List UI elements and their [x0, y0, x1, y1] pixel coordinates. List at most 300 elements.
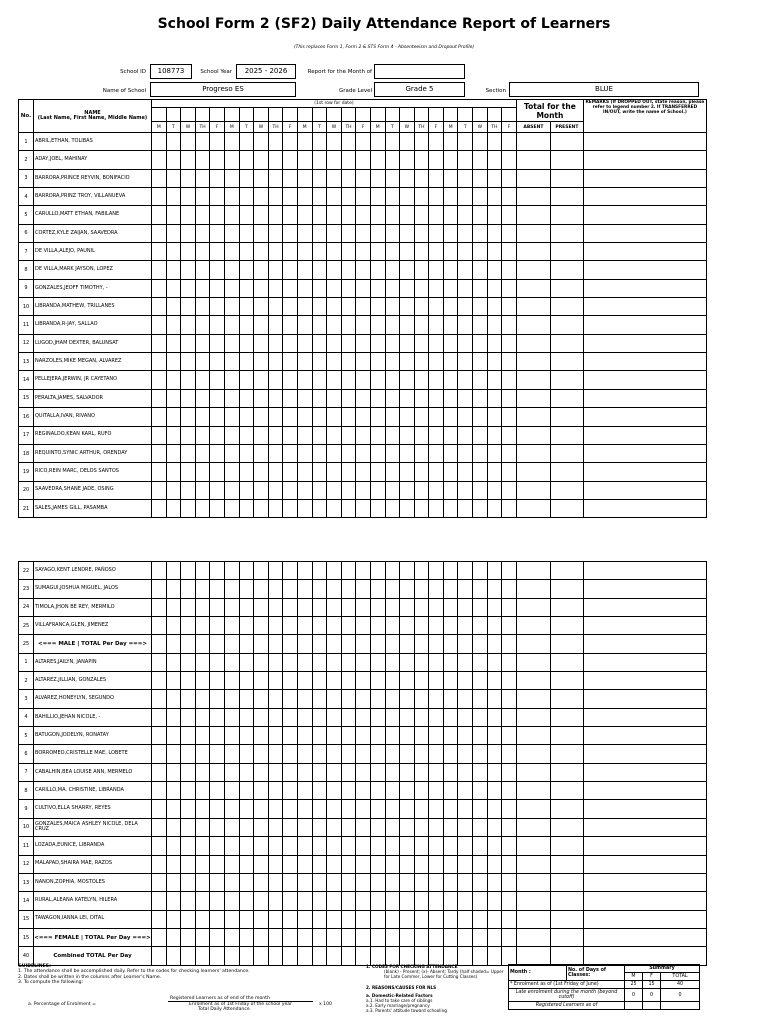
- attendance-cell[interactable]: [400, 206, 415, 224]
- attendance-cell[interactable]: [312, 444, 327, 462]
- attendance-cell[interactable]: [327, 837, 342, 855]
- attendance-cell[interactable]: [502, 653, 517, 671]
- attendance-cell[interactable]: [152, 279, 167, 297]
- attendance-cell[interactable]: [429, 316, 444, 334]
- attendance-cell[interactable]: [370, 298, 385, 316]
- attendance-cell[interactable]: [385, 873, 400, 891]
- attendance-cell[interactable]: [400, 782, 415, 800]
- attendance-cell[interactable]: [210, 910, 225, 928]
- attendance-cell[interactable]: [239, 408, 254, 426]
- attendance-cell[interactable]: [400, 580, 415, 598]
- attendance-cell[interactable]: [400, 617, 415, 635]
- attendance-cell[interactable]: [224, 426, 239, 444]
- attendance-cell[interactable]: [502, 261, 517, 279]
- remarks-cell[interactable]: [583, 499, 706, 517]
- remarks-cell[interactable]: [583, 371, 706, 389]
- absent-total-cell[interactable]: [516, 353, 550, 371]
- attendance-cell[interactable]: [181, 243, 196, 261]
- remarks-cell[interactable]: [583, 408, 706, 426]
- attendance-cell[interactable]: [341, 580, 356, 598]
- attendance-cell[interactable]: [370, 169, 385, 187]
- attendance-cell[interactable]: [370, 499, 385, 517]
- attendance-cell[interactable]: [268, 243, 283, 261]
- attendance-cell[interactable]: [473, 444, 488, 462]
- attendance-cell[interactable]: [400, 463, 415, 481]
- present-total-cell[interactable]: [550, 188, 583, 206]
- attendance-cell[interactable]: [341, 224, 356, 242]
- attendance-cell[interactable]: [429, 243, 444, 261]
- present-total-cell[interactable]: [550, 334, 583, 352]
- attendance-cell[interactable]: [429, 408, 444, 426]
- attendance-cell[interactable]: [429, 855, 444, 873]
- attendance-cell[interactable]: [224, 243, 239, 261]
- attendance-cell[interactable]: [239, 928, 254, 946]
- attendance-cell[interactable]: [341, 708, 356, 726]
- attendance-cell[interactable]: [341, 598, 356, 616]
- present-total-cell[interactable]: [550, 928, 583, 946]
- attendance-cell[interactable]: [458, 169, 473, 187]
- attendance-cell[interactable]: [297, 169, 312, 187]
- attendance-cell[interactable]: [414, 463, 429, 481]
- attendance-cell[interactable]: [210, 151, 225, 169]
- attendance-cell[interactable]: [458, 928, 473, 946]
- attendance-cell[interactable]: [487, 947, 502, 965]
- attendance-cell[interactable]: [473, 426, 488, 444]
- attendance-cell[interactable]: [254, 463, 269, 481]
- attendance-cell[interactable]: [224, 151, 239, 169]
- attendance-cell[interactable]: [458, 353, 473, 371]
- attendance-cell[interactable]: [473, 690, 488, 708]
- attendance-cell[interactable]: [239, 910, 254, 928]
- attendance-cell[interactable]: [268, 206, 283, 224]
- attendance-cell[interactable]: [297, 928, 312, 946]
- date-cell[interactable]: [297, 108, 312, 122]
- attendance-cell[interactable]: [400, 653, 415, 671]
- attendance-cell[interactable]: [181, 653, 196, 671]
- date-cell[interactable]: [400, 108, 415, 122]
- attendance-cell[interactable]: [297, 408, 312, 426]
- attendance-cell[interactable]: [400, 243, 415, 261]
- attendance-cell[interactable]: [370, 481, 385, 499]
- attendance-cell[interactable]: [166, 243, 181, 261]
- attendance-cell[interactable]: [356, 635, 371, 653]
- attendance-cell[interactable]: [239, 463, 254, 481]
- attendance-cell[interactable]: [152, 499, 167, 517]
- attendance-cell[interactable]: [429, 562, 444, 580]
- attendance-cell[interactable]: [414, 444, 429, 462]
- attendance-cell[interactable]: [458, 745, 473, 763]
- attendance-cell[interactable]: [473, 763, 488, 781]
- attendance-cell[interactable]: [210, 389, 225, 407]
- attendance-cell[interactable]: [370, 261, 385, 279]
- attendance-cell[interactable]: [239, 206, 254, 224]
- attendance-cell[interactable]: [297, 910, 312, 928]
- attendance-cell[interactable]: [239, 763, 254, 781]
- attendance-cell[interactable]: [152, 928, 167, 946]
- absent-total-cell[interactable]: [516, 371, 550, 389]
- attendance-cell[interactable]: [254, 444, 269, 462]
- attendance-cell[interactable]: [224, 298, 239, 316]
- remarks-cell[interactable]: [583, 169, 706, 187]
- attendance-cell[interactable]: [327, 855, 342, 873]
- attendance-cell[interactable]: [341, 745, 356, 763]
- attendance-cell[interactable]: [239, 635, 254, 653]
- attendance-cell[interactable]: [239, 617, 254, 635]
- present-total-cell[interactable]: [550, 224, 583, 242]
- attendance-cell[interactable]: [254, 389, 269, 407]
- attendance-cell[interactable]: [152, 298, 167, 316]
- attendance-cell[interactable]: [181, 910, 196, 928]
- attendance-cell[interactable]: [224, 206, 239, 224]
- attendance-cell[interactable]: [195, 745, 210, 763]
- attendance-cell[interactable]: [312, 389, 327, 407]
- attendance-cell[interactable]: [429, 261, 444, 279]
- attendance-cell[interactable]: [166, 224, 181, 242]
- attendance-cell[interactable]: [473, 837, 488, 855]
- attendance-cell[interactable]: [385, 206, 400, 224]
- remarks-cell[interactable]: [583, 463, 706, 481]
- absent-total-cell[interactable]: [516, 727, 550, 745]
- attendance-cell[interactable]: [210, 316, 225, 334]
- attendance-cell[interactable]: [400, 371, 415, 389]
- attendance-cell[interactable]: [443, 298, 458, 316]
- attendance-cell[interactable]: [487, 243, 502, 261]
- attendance-cell[interactable]: [341, 353, 356, 371]
- attendance-cell[interactable]: [327, 243, 342, 261]
- attendance-cell[interactable]: [181, 892, 196, 910]
- attendance-cell[interactable]: [502, 910, 517, 928]
- attendance-cell[interactable]: [370, 206, 385, 224]
- attendance-cell[interactable]: [502, 389, 517, 407]
- attendance-cell[interactable]: [239, 316, 254, 334]
- attendance-cell[interactable]: [356, 224, 371, 242]
- attendance-cell[interactable]: [283, 800, 298, 818]
- attendance-cell[interactable]: [312, 562, 327, 580]
- attendance-cell[interactable]: [414, 481, 429, 499]
- attendance-cell[interactable]: [341, 947, 356, 965]
- attendance-cell[interactable]: [224, 782, 239, 800]
- attendance-cell[interactable]: [327, 499, 342, 517]
- attendance-cell[interactable]: [312, 855, 327, 873]
- attendance-cell[interactable]: [239, 444, 254, 462]
- attendance-cell[interactable]: [312, 635, 327, 653]
- attendance-cell[interactable]: [181, 426, 196, 444]
- attendance-cell[interactable]: [268, 279, 283, 297]
- attendance-cell[interactable]: [297, 873, 312, 891]
- attendance-cell[interactable]: [297, 763, 312, 781]
- absent-total-cell[interactable]: [516, 188, 550, 206]
- attendance-cell[interactable]: [152, 389, 167, 407]
- attendance-cell[interactable]: [370, 928, 385, 946]
- absent-total-cell[interactable]: [516, 928, 550, 946]
- attendance-cell[interactable]: [224, 653, 239, 671]
- attendance-cell[interactable]: [312, 672, 327, 690]
- attendance-cell[interactable]: [502, 481, 517, 499]
- attendance-cell[interactable]: [181, 169, 196, 187]
- attendance-cell[interactable]: [356, 279, 371, 297]
- attendance-cell[interactable]: [414, 133, 429, 151]
- attendance-cell[interactable]: [400, 873, 415, 891]
- attendance-cell[interactable]: [297, 206, 312, 224]
- attendance-cell[interactable]: [297, 151, 312, 169]
- attendance-cell[interactable]: [297, 481, 312, 499]
- attendance-cell[interactable]: [370, 892, 385, 910]
- absent-total-cell[interactable]: [516, 206, 550, 224]
- attendance-cell[interactable]: [254, 206, 269, 224]
- attendance-cell[interactable]: [458, 243, 473, 261]
- attendance-cell[interactable]: [429, 279, 444, 297]
- attendance-cell[interactable]: [356, 672, 371, 690]
- attendance-cell[interactable]: [341, 873, 356, 891]
- absent-total-cell[interactable]: [516, 800, 550, 818]
- attendance-cell[interactable]: [195, 169, 210, 187]
- present-total-cell[interactable]: [550, 408, 583, 426]
- attendance-cell[interactable]: [166, 562, 181, 580]
- attendance-cell[interactable]: [166, 672, 181, 690]
- attendance-cell[interactable]: [443, 910, 458, 928]
- attendance-cell[interactable]: [400, 928, 415, 946]
- attendance-cell[interactable]: [268, 499, 283, 517]
- attendance-cell[interactable]: [327, 708, 342, 726]
- attendance-cell[interactable]: [429, 892, 444, 910]
- present-total-cell[interactable]: [550, 481, 583, 499]
- remarks-cell[interactable]: [583, 243, 706, 261]
- attendance-cell[interactable]: [195, 892, 210, 910]
- attendance-cell[interactable]: [152, 873, 167, 891]
- attendance-cell[interactable]: [283, 910, 298, 928]
- attendance-cell[interactable]: [385, 261, 400, 279]
- attendance-cell[interactable]: [429, 837, 444, 855]
- attendance-cell[interactable]: [356, 910, 371, 928]
- attendance-cell[interactable]: [210, 672, 225, 690]
- absent-total-cell[interactable]: [516, 463, 550, 481]
- attendance-cell[interactable]: [341, 499, 356, 517]
- attendance-cell[interactable]: [195, 426, 210, 444]
- attendance-cell[interactable]: [283, 389, 298, 407]
- attendance-cell[interactable]: [254, 334, 269, 352]
- attendance-cell[interactable]: [181, 298, 196, 316]
- attendance-cell[interactable]: [224, 444, 239, 462]
- attendance-cell[interactable]: [473, 635, 488, 653]
- attendance-cell[interactable]: [181, 389, 196, 407]
- attendance-cell[interactable]: [370, 782, 385, 800]
- attendance-cell[interactable]: [254, 426, 269, 444]
- attendance-cell[interactable]: [268, 408, 283, 426]
- attendance-cell[interactable]: [152, 206, 167, 224]
- date-cell[interactable]: [224, 108, 239, 122]
- attendance-cell[interactable]: [487, 800, 502, 818]
- attendance-cell[interactable]: [370, 690, 385, 708]
- attendance-cell[interactable]: [152, 763, 167, 781]
- attendance-cell[interactable]: [385, 782, 400, 800]
- attendance-cell[interactable]: [297, 224, 312, 242]
- attendance-cell[interactable]: [224, 873, 239, 891]
- attendance-cell[interactable]: [224, 763, 239, 781]
- attendance-cell[interactable]: [254, 371, 269, 389]
- attendance-cell[interactable]: [181, 408, 196, 426]
- attendance-cell[interactable]: [254, 855, 269, 873]
- attendance-cell[interactable]: [502, 188, 517, 206]
- attendance-cell[interactable]: [181, 371, 196, 389]
- attendance-cell[interactable]: [239, 298, 254, 316]
- attendance-cell[interactable]: [473, 481, 488, 499]
- attendance-cell[interactable]: [487, 892, 502, 910]
- attendance-cell[interactable]: [414, 279, 429, 297]
- attendance-cell[interactable]: [268, 444, 283, 462]
- attendance-cell[interactable]: [224, 947, 239, 965]
- attendance-cell[interactable]: [443, 763, 458, 781]
- absent-total-cell[interactable]: [516, 334, 550, 352]
- attendance-cell[interactable]: [254, 169, 269, 187]
- attendance-cell[interactable]: [400, 892, 415, 910]
- attendance-cell[interactable]: [224, 745, 239, 763]
- attendance-cell[interactable]: [283, 947, 298, 965]
- attendance-cell[interactable]: [268, 298, 283, 316]
- attendance-cell[interactable]: [370, 133, 385, 151]
- attendance-cell[interactable]: [297, 463, 312, 481]
- remarks-cell[interactable]: [583, 672, 706, 690]
- attendance-cell[interactable]: [152, 855, 167, 873]
- remarks-cell[interactable]: [583, 261, 706, 279]
- attendance-cell[interactable]: [414, 653, 429, 671]
- attendance-cell[interactable]: [458, 279, 473, 297]
- attendance-cell[interactable]: [473, 745, 488, 763]
- attendance-cell[interactable]: [166, 334, 181, 352]
- attendance-cell[interactable]: [487, 499, 502, 517]
- attendance-cell[interactable]: [239, 873, 254, 891]
- attendance-cell[interactable]: [239, 243, 254, 261]
- attendance-cell[interactable]: [166, 727, 181, 745]
- attendance-cell[interactable]: [502, 499, 517, 517]
- attendance-cell[interactable]: [414, 261, 429, 279]
- attendance-cell[interactable]: [181, 947, 196, 965]
- attendance-cell[interactable]: [400, 855, 415, 873]
- attendance-cell[interactable]: [487, 481, 502, 499]
- attendance-cell[interactable]: [283, 653, 298, 671]
- attendance-cell[interactable]: [458, 444, 473, 462]
- attendance-cell[interactable]: [152, 947, 167, 965]
- attendance-cell[interactable]: [268, 151, 283, 169]
- attendance-cell[interactable]: [166, 910, 181, 928]
- attendance-cell[interactable]: [385, 188, 400, 206]
- attendance-cell[interactable]: [312, 928, 327, 946]
- attendance-cell[interactable]: [385, 444, 400, 462]
- attendance-cell[interactable]: [473, 598, 488, 616]
- attendance-cell[interactable]: [254, 188, 269, 206]
- attendance-cell[interactable]: [473, 818, 488, 836]
- attendance-cell[interactable]: [487, 653, 502, 671]
- attendance-cell[interactable]: [224, 353, 239, 371]
- present-total-cell[interactable]: [550, 837, 583, 855]
- attendance-cell[interactable]: [327, 562, 342, 580]
- attendance-cell[interactable]: [370, 353, 385, 371]
- remarks-cell[interactable]: [583, 873, 706, 891]
- attendance-cell[interactable]: [195, 389, 210, 407]
- attendance-cell[interactable]: [458, 708, 473, 726]
- attendance-cell[interactable]: [327, 389, 342, 407]
- attendance-cell[interactable]: [400, 672, 415, 690]
- attendance-cell[interactable]: [166, 580, 181, 598]
- present-total-cell[interactable]: [550, 598, 583, 616]
- attendance-cell[interactable]: [502, 855, 517, 873]
- date-cell[interactable]: [152, 108, 167, 122]
- attendance-cell[interactable]: [152, 463, 167, 481]
- attendance-cell[interactable]: [429, 224, 444, 242]
- attendance-cell[interactable]: [327, 727, 342, 745]
- attendance-cell[interactable]: [195, 837, 210, 855]
- attendance-cell[interactable]: [268, 169, 283, 187]
- attendance-cell[interactable]: [487, 261, 502, 279]
- attendance-cell[interactable]: [385, 169, 400, 187]
- attendance-cell[interactable]: [370, 855, 385, 873]
- attendance-cell[interactable]: [254, 892, 269, 910]
- attendance-cell[interactable]: [152, 481, 167, 499]
- attendance-cell[interactable]: [166, 151, 181, 169]
- attendance-cell[interactable]: [283, 206, 298, 224]
- attendance-cell[interactable]: [370, 316, 385, 334]
- attendance-cell[interactable]: [414, 206, 429, 224]
- attendance-cell[interactable]: [297, 708, 312, 726]
- attendance-cell[interactable]: [312, 598, 327, 616]
- attendance-cell[interactable]: [181, 580, 196, 598]
- attendance-cell[interactable]: [443, 408, 458, 426]
- attendance-cell[interactable]: [429, 873, 444, 891]
- attendance-cell[interactable]: [254, 243, 269, 261]
- attendance-cell[interactable]: [443, 353, 458, 371]
- attendance-cell[interactable]: [458, 206, 473, 224]
- attendance-cell[interactable]: [195, 444, 210, 462]
- attendance-cell[interactable]: [443, 782, 458, 800]
- attendance-cell[interactable]: [268, 947, 283, 965]
- attendance-cell[interactable]: [152, 169, 167, 187]
- attendance-cell[interactable]: [254, 279, 269, 297]
- attendance-cell[interactable]: [195, 261, 210, 279]
- attendance-cell[interactable]: [341, 444, 356, 462]
- attendance-cell[interactable]: [268, 690, 283, 708]
- attendance-cell[interactable]: [356, 782, 371, 800]
- attendance-cell[interactable]: [268, 763, 283, 781]
- attendance-cell[interactable]: [268, 334, 283, 352]
- attendance-cell[interactable]: [210, 782, 225, 800]
- attendance-cell[interactable]: [429, 818, 444, 836]
- attendance-cell[interactable]: [283, 727, 298, 745]
- attendance-cell[interactable]: [370, 151, 385, 169]
- attendance-cell[interactable]: [327, 206, 342, 224]
- attendance-cell[interactable]: [487, 690, 502, 708]
- present-total-cell[interactable]: [550, 389, 583, 407]
- attendance-cell[interactable]: [254, 727, 269, 745]
- attendance-cell[interactable]: [268, 224, 283, 242]
- attendance-cell[interactable]: [210, 763, 225, 781]
- attendance-cell[interactable]: [181, 818, 196, 836]
- remarks-cell[interactable]: [583, 617, 706, 635]
- attendance-cell[interactable]: [429, 298, 444, 316]
- absent-total-cell[interactable]: [516, 279, 550, 297]
- attendance-cell[interactable]: [341, 426, 356, 444]
- absent-total-cell[interactable]: [516, 635, 550, 653]
- absent-total-cell[interactable]: [516, 389, 550, 407]
- attendance-cell[interactable]: [341, 617, 356, 635]
- attendance-cell[interactable]: [181, 261, 196, 279]
- attendance-cell[interactable]: [210, 499, 225, 517]
- attendance-cell[interactable]: [458, 598, 473, 616]
- attendance-cell[interactable]: [443, 499, 458, 517]
- attendance-cell[interactable]: [502, 580, 517, 598]
- attendance-cell[interactable]: [152, 371, 167, 389]
- attendance-cell[interactable]: [443, 708, 458, 726]
- attendance-cell[interactable]: [268, 745, 283, 763]
- attendance-cell[interactable]: [356, 855, 371, 873]
